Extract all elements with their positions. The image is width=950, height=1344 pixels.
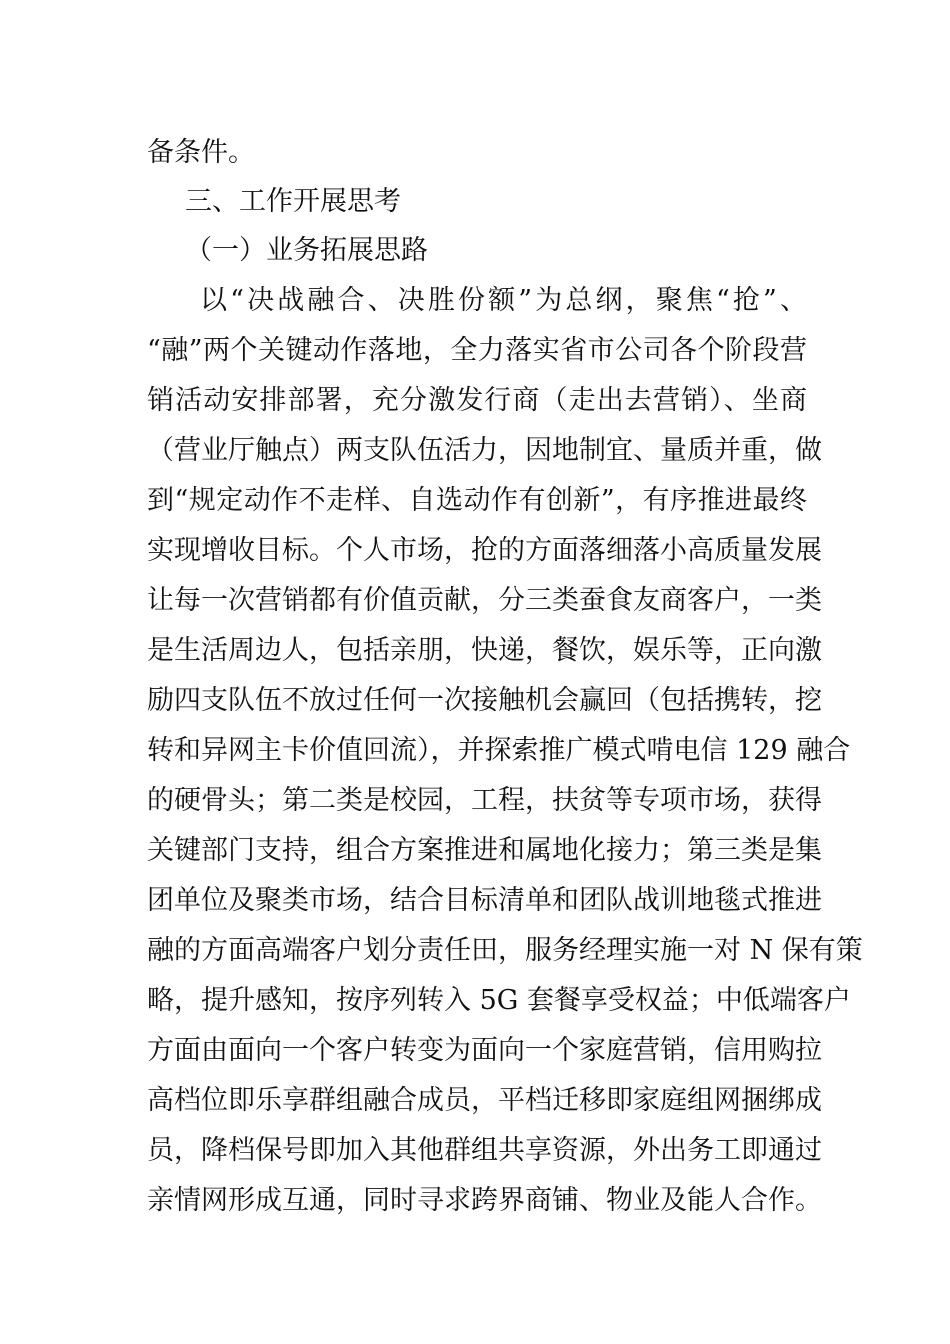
section-heading: 三、工作开展思考 xyxy=(185,186,401,217)
text-line: 团单位及聚类市场，结合目标清单和团队战训地毯式推进 xyxy=(147,885,822,916)
text-line: 略，提升感知，按序列转入 5G 套餐享受权益；中低端客户 xyxy=(147,985,851,1016)
text-line: 让每一次营销都有价值贡献，分三类蚕食友商客户，一类 xyxy=(147,585,822,616)
text-line: 励四支队伍不放过任何一次接触机会赢回（包括携转，挖 xyxy=(147,685,822,716)
text-line: “融”两个关键动作落地，全力落实省市公司各个阶段营 xyxy=(147,335,807,366)
paragraph-first-line: 以“决战融合、决胜份额”为总纲，聚焦“抢”、 xyxy=(200,285,807,316)
text-line: （营业厅触点）两支队伍活力，因地制宜、量质并重，做 xyxy=(147,435,822,466)
text-line: 到“规定动作不走样、自选动作有创新”，有序推进最终 xyxy=(147,485,807,516)
text-line: 高档位即乐享群组融合成员，平档迁移即家庭组网捆绑成 xyxy=(147,1085,822,1116)
text-line: 方面由面向一个客户转变为面向一个家庭营销，信用购拉 xyxy=(147,1035,822,1066)
text-line: 实现增收目标。个人市场，抢的方面落细落小高质量发展 xyxy=(147,535,822,566)
text-line: 亲情网形成互通，同时寻求跨界商铺、物业及能人合作。 xyxy=(147,1185,822,1216)
text-line: 融的方面高端客户划分责任田，服务经理实施一对 N 保有策 xyxy=(147,935,863,966)
text-line: 的硬骨头；第二类是校园，工程，扶贫等专项市场，获得 xyxy=(147,785,822,816)
text-line: 销活动安排部署，充分激发行商（走出去营销）、坐商 xyxy=(147,385,807,416)
text-line: 转和异网主卡价值回流），并探索推广模式啃电信 129 融合 xyxy=(147,735,851,766)
text-line: 员，降档保号即加入其他群组共享资源，外出务工即通过 xyxy=(147,1135,822,1166)
text-line: 是生活周边人，包括亲朋，快递，餐饮，娱乐等，正向激 xyxy=(147,635,822,666)
subsection-heading: （一）业务拓展思路 xyxy=(185,235,428,266)
text-line: 备条件。 xyxy=(147,137,255,168)
text-line: 关键部门支持，组合方案推进和属地化接力；第三类是集 xyxy=(147,835,822,866)
